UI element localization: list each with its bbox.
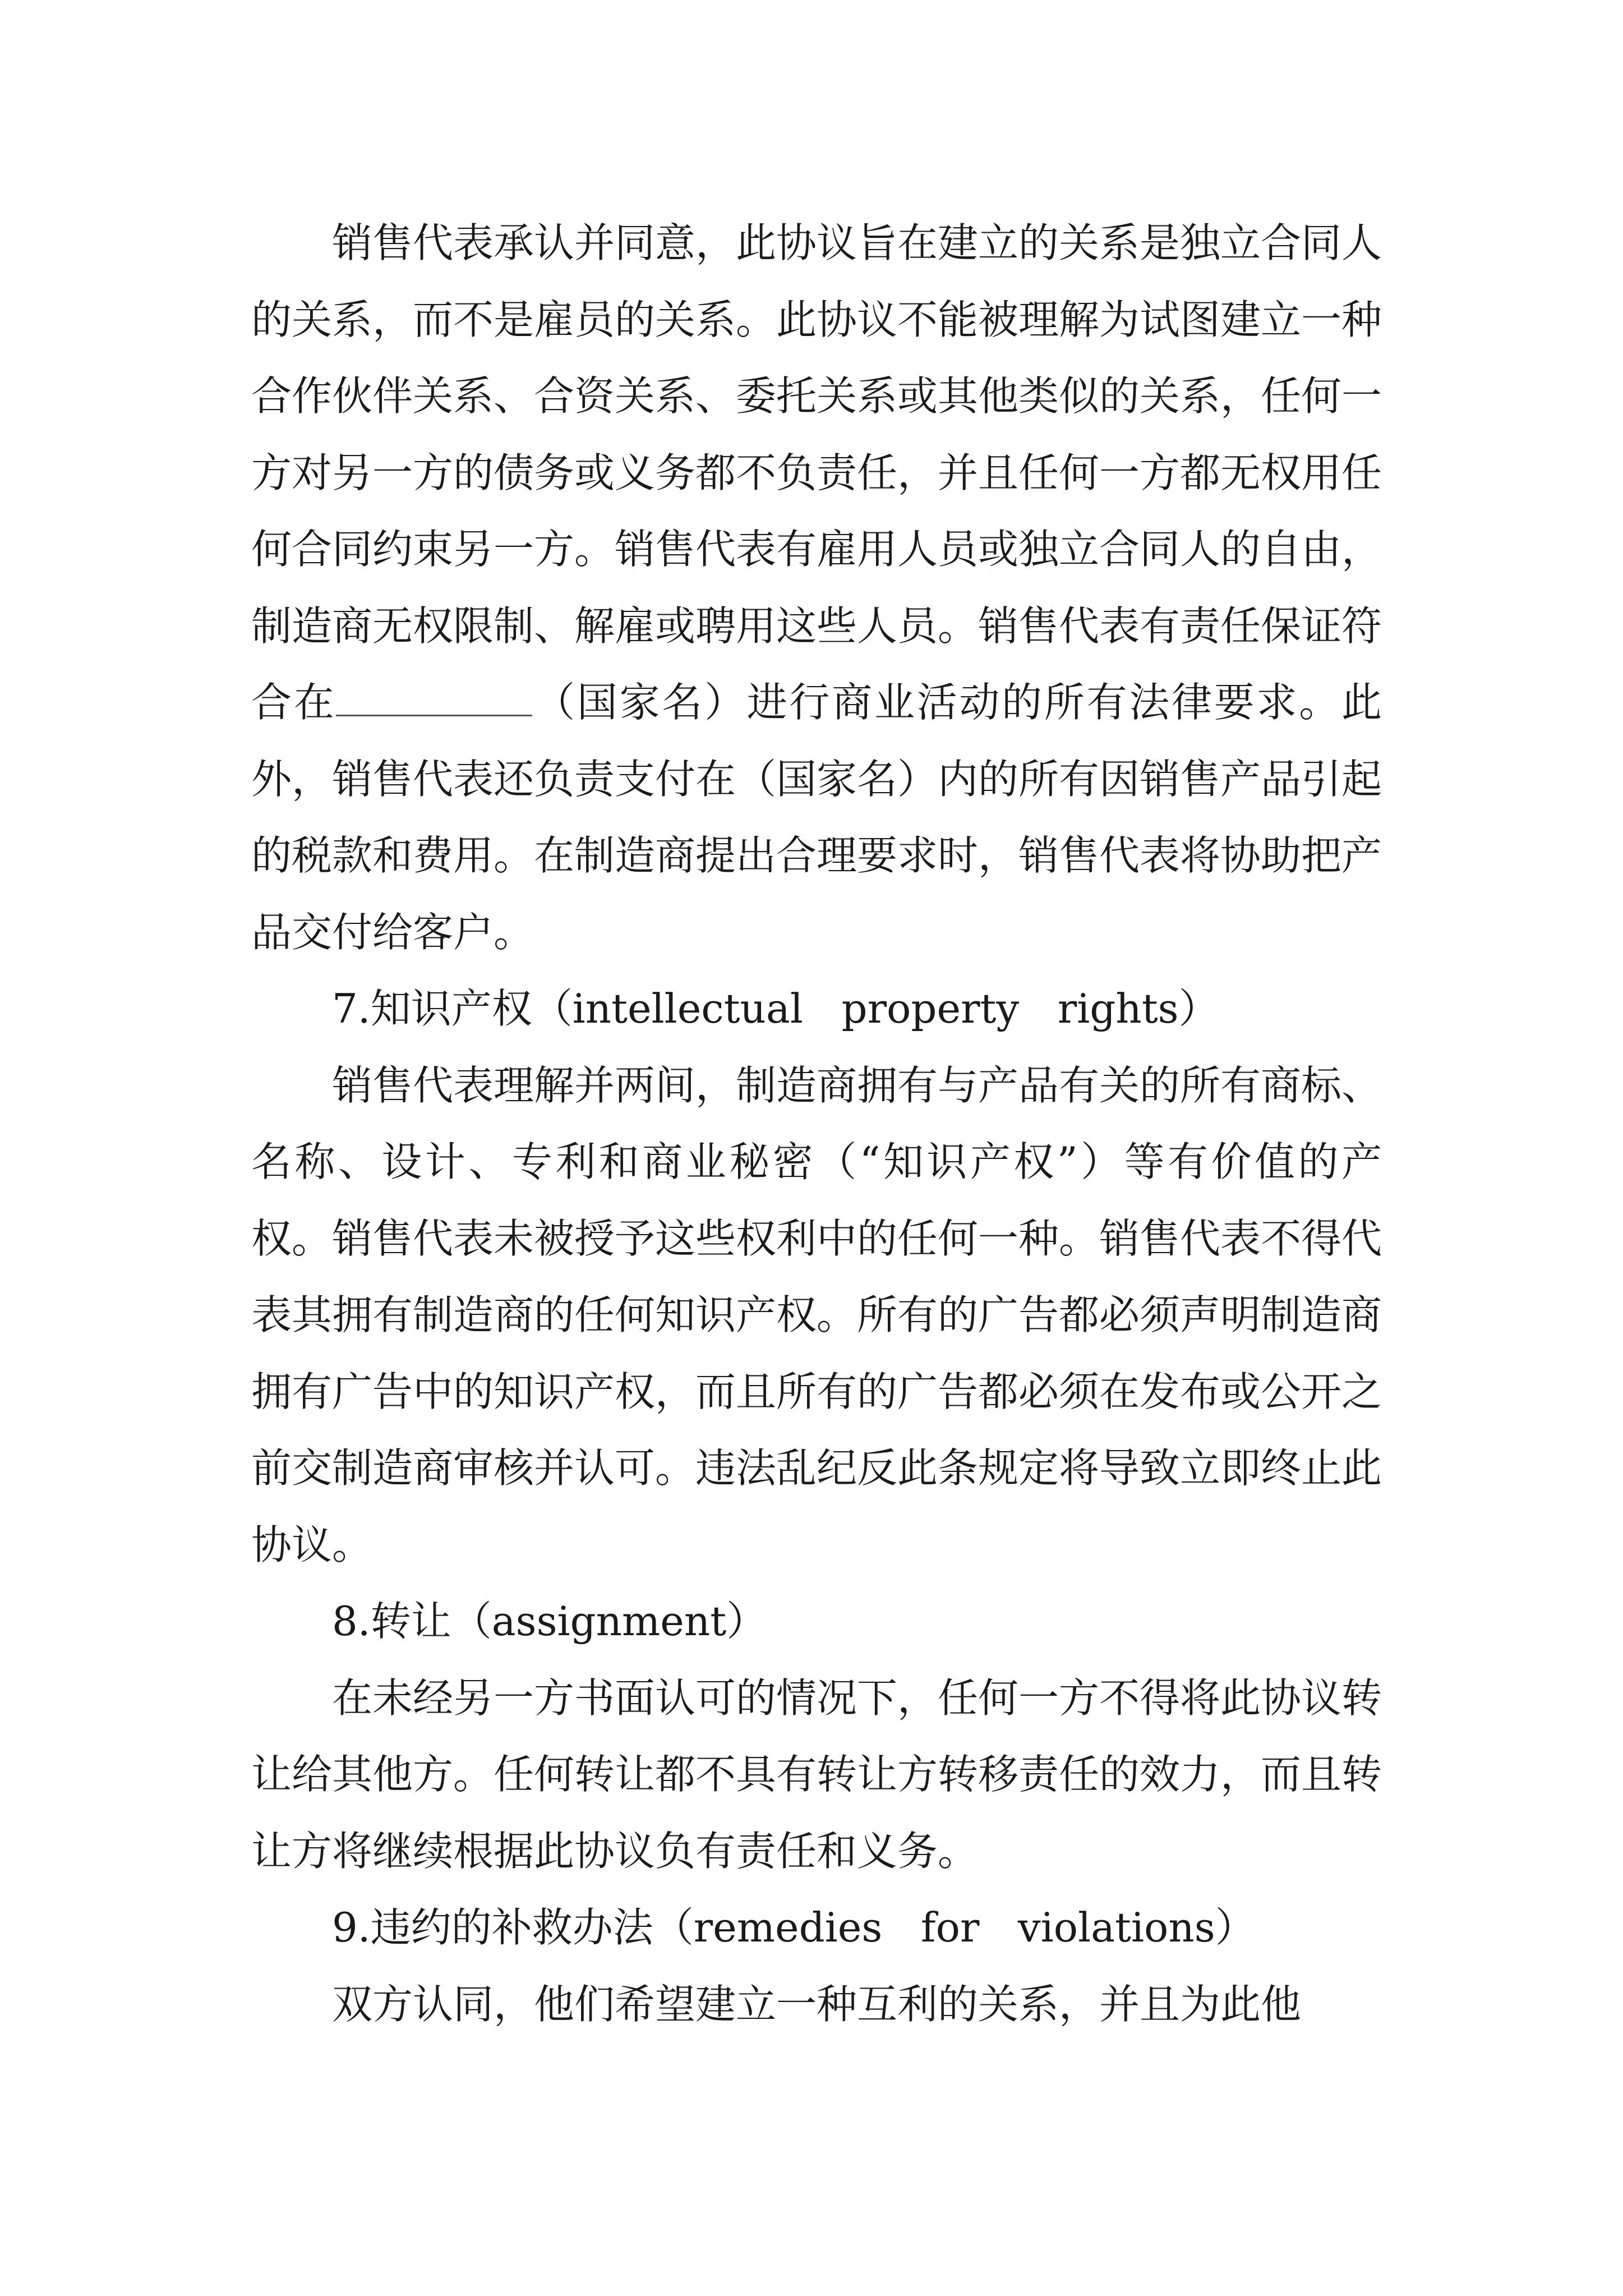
paragraph-independent-contractor [251,205,1382,970]
paragraph-intellectual-property: 销售代表理解并两间，制造商拥有与产品有关的所有商标、名称、设计、专利和商业秘密（“知识产权”）等有价值的产权。销售代表未被授予这些权利中的任何一种。销售代表不得代表其拥有制造商的任何知识产权。所有的广告都必须声明制造商拥有广告中的知识产权，而且所有的广告都必须在发布或公开之前交制造商审核并认可。违法乱纪反此条规定将导致立即终止此协议。 [251,1061,1382,1568]
paragraph-text: 销售代表承认并同意，此协议旨在建立的关系是独立合同人的关系，而不是雇员的关系。此协议不能被理解为试图建立一种合作伙伴关系、合资关系、委托关系或其他类似的关系，任何一方对另一方的债务或义务都不负责任，并且任何一方都无权用任何合同约束另一方。销售代表有雇用人员或独立合同人的自由，制造商无权限制、解雇或聘用这些人员。销售代表有责任保证符合在 [251,219,1382,726]
paragraph-remedies: 双方认同，他们希望建立一种互利的关系，并且为此他 [332,1980,1302,2028]
section-heading-intellectual-property: 7.知识产权（intellectual property rights） [332,985,1219,1032]
section-heading-remedies: 9.违约的补救办法（remedies for violations） [332,1904,1256,1951]
paragraph-assignment: 在未经另一方书面认可的情况下，任何一方不得将此协议转让给其他方。任何转让都不具有转让方转移责任的效力，而且转让方将继续根据此协议负有责任和义务。 [251,1674,1382,1875]
section-heading-assignment: 8.转让（assignment） [332,1598,767,1645]
paragraph-text: （国家名）进行商业活动的所有法律要求。此外，销售代表还负责支付在（国家名）内的所有因销售产品引起的税款和费用。在制造商提出合理要求时，销售代表将协助把产品交付给客户。 [251,679,1382,956]
document-page [251,205,1382,2042]
fill-in-blank-country [336,681,532,716]
